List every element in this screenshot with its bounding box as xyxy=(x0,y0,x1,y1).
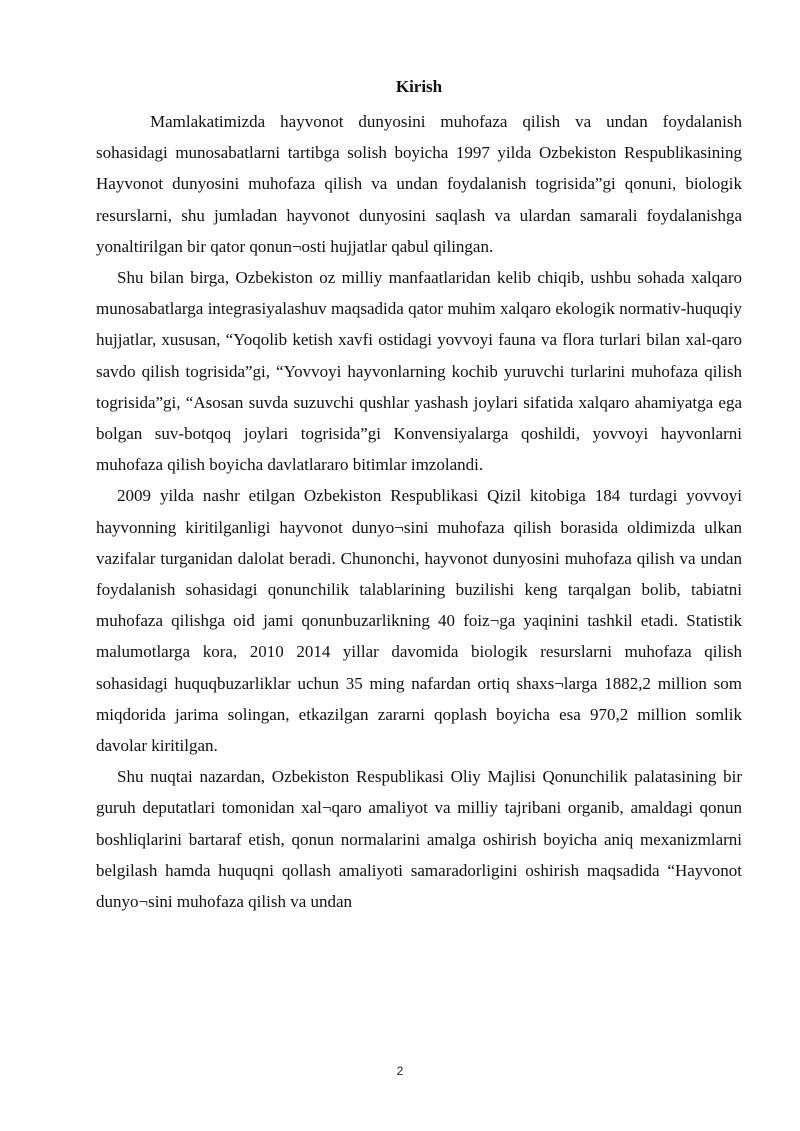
paragraph-1: Mamlakatimizda hayvonot dunyosini muhofaza qilish va undan foydalanish sohasidagi munosabatlarni tartibga solish boyicha 1997 yilda Ozbekiston Respublikasining Hayvonot dunyosini muhofaza qilish va undan foydalanish togrisida”gi qonuni, biologik resurslarni, shu jumladan hayvonot dunyosini saqlash va ulardan samarali foydalanishga yonaltirilgan bir qator qonun¬osti hujjatlar qabul qilingan. xyxy=(96,112,742,256)
paragraph-4: Shu nuqtai nazardan, Ozbekiston Respublikasi Oliy Majlisi Qonunchilik palatasining bir guruh deputatlari tomonidan xal¬qaro amaliyot va milliy tajribani organib, amaldagi qonun boshliqlarini bartaraf etish, qonun normalarini amalga oshirish boyicha aniq mexanizmlarni belgilash hamda huquqni qollash amaliyoti samaradorligini oshirish maqsadida “Hayvonot dunyo¬sini muhofaza qilish va undan xyxy=(96,767,742,912)
paragraph-2: Shu bilan birga, Ozbekiston oz milliy manfaatlaridan kelib chiqib, ushbu sohada xalqaro munosabatlarga integrasiyalashuv maqsadida qator muhim xalqaro ekologik normativ-huquqiy hujjatlar, xususan, “Yoqolib ketish xavfi ostidagi yovvoyi fauna va flora turlari bilan xal-qaro savdo qilish togrisida”gi, “Yovvoyi hayvonlarning kochib yuruvchi turlarini muhofaza qilish togrisida”gi, “Asosan suvda suzuvchi qushlar yashash joylari sifatida xalqaro ahamiyatga ega bolgan suv-botqoq joylari togrisida”gi Konvensiyalarga qoshildi, yovvoyi hayvonlarni muhofaza qilish boyicha davlatlararo bitimlar imzolandi. xyxy=(96,268,742,475)
document-title: Kirish xyxy=(395,77,443,96)
paragraph-3: 2009 yilda nashr etilgan Ozbekiston Respublikasi Qizil kitobiga 184 turdagi yovvoyi hayvonning kiritilganligi hayvonot dunyo¬sini muhofaza qilish borasida oldimizda ulkan vazifalar turganidan dalolat beradi. Chunonchi, hayvonot dunyosini muhofaza qilish va undan foydalanish sohasidagi qonunchilik talablarining buzilishi keng tarqalgan bolib, tabiatni muhofaza qilishga oid jami qonunbuzarlikning 40 foiz¬ga yaqinini tashkil etadi. Statistik malumotlarga kora, 2010 2014 yillar davomida biologik resurslarni muhofaza qilish sohasidagi huquqbuzarliklar uchun 35 ming nafardan ortiq shaxs¬larga 1882,2 million som miqdorida jarima solingan, etkazilgan zararni qoplash boyicha esa 970,2 million somlik davolar kiritilgan. xyxy=(96,486,742,756)
document-page xyxy=(96,74,742,917)
page-number: 2 xyxy=(396,1064,404,1078)
